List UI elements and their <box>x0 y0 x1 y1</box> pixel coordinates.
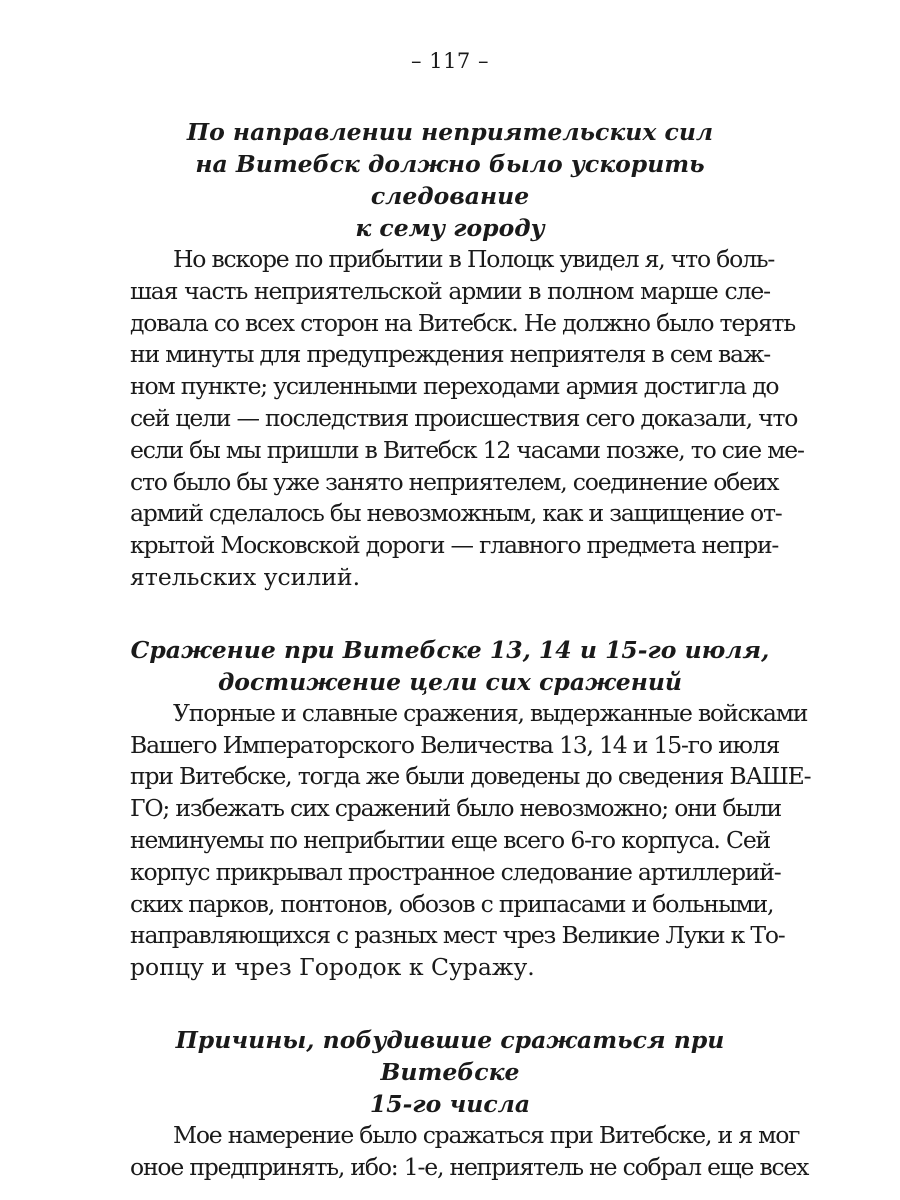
section-vitebsk-battle <box>130 634 811 984</box>
text-line: ни минуты для предупреждения неприятеля в сем важ- <box>130 340 770 369</box>
text-line: Вашего Императорского Величества 13, 14 и 15-го июля <box>130 730 780 759</box>
text-line: крытой Московской дороги — главного предмета непри- <box>130 531 779 560</box>
text-line: ятельских усилий. <box>130 562 361 591</box>
text-line: армий сделалось бы невозможным, как и защищение от- <box>130 499 782 528</box>
text-line: Мое намерение было сражаться при Витебске, и я мог <box>173 1120 800 1149</box>
text-line: Упорные и славные сражения, выдержанные войсками <box>173 698 808 727</box>
text-line: при Витебске, тогда же были доведены до сведения ВАШЕ- <box>130 762 811 791</box>
heading-line: По направлении неприятельских сил <box>186 118 714 146</box>
text-line: ских парков, понтонов, обозов с припасами и больными, <box>130 889 774 918</box>
heading-line: 15-го числа <box>369 1089 531 1118</box>
heading-line: на Витебск должно было ускорить следование <box>195 150 705 210</box>
text-line: сей цели — последствия происшествия сего доказали, что <box>130 403 798 432</box>
text-line: ропцу и чрез Городок к Суражу. <box>130 953 535 982</box>
heading-line: к сему городу <box>355 214 545 242</box>
section-heading <box>130 634 770 698</box>
text-line: если бы мы пришли в Витебск 12 часами позже, то сие ме- <box>130 435 804 464</box>
text-line: неминуемы по неприбытии еще всего 6-го корпуса. Сей <box>130 825 770 854</box>
paragraph <box>130 698 811 984</box>
heading-line: Сражение при Витебске 13, 14 и 15-го июля, <box>130 635 770 664</box>
text-line: корпус прикрывал пространное следование артиллерий- <box>130 857 781 886</box>
heading-line: достижение цели сих сражений <box>217 667 683 696</box>
text-line: Но вскоре по прибытии в Полоцк увидел я, что боль- <box>173 245 775 273</box>
page-number: – 117 – <box>411 49 489 73</box>
text-line: шая часть неприятельской армии в полном марше сле- <box>130 276 770 305</box>
paragraph <box>130 1120 809 1184</box>
text-line: ГО; избежать сих сражений было невозможно; они были <box>130 794 781 823</box>
paragraph <box>130 244 804 594</box>
text-line: оное предпринять, ибо: 1-е, неприятель не собрал еще всех <box>130 1152 809 1181</box>
text-line: направляющихся с разных мест чрез Великие Луки к То- <box>130 921 785 950</box>
text-line: ном пункте; усиленными переходами армия достигла до <box>130 372 779 401</box>
text-line: сто было бы уже занято неприятелем, соединение обеих <box>130 467 779 496</box>
section-heading <box>130 1024 770 1120</box>
section-heading <box>130 116 770 244</box>
text-line: довала со всех сторон на Витебск. Не должно было терять <box>130 308 795 337</box>
section-battle-reasons <box>130 1024 809 1184</box>
heading-line: Причины, побудившие сражаться при Витебске <box>175 1025 725 1086</box>
section-vitebsk-advance <box>130 116 804 594</box>
book-page <box>130 46 811 1184</box>
